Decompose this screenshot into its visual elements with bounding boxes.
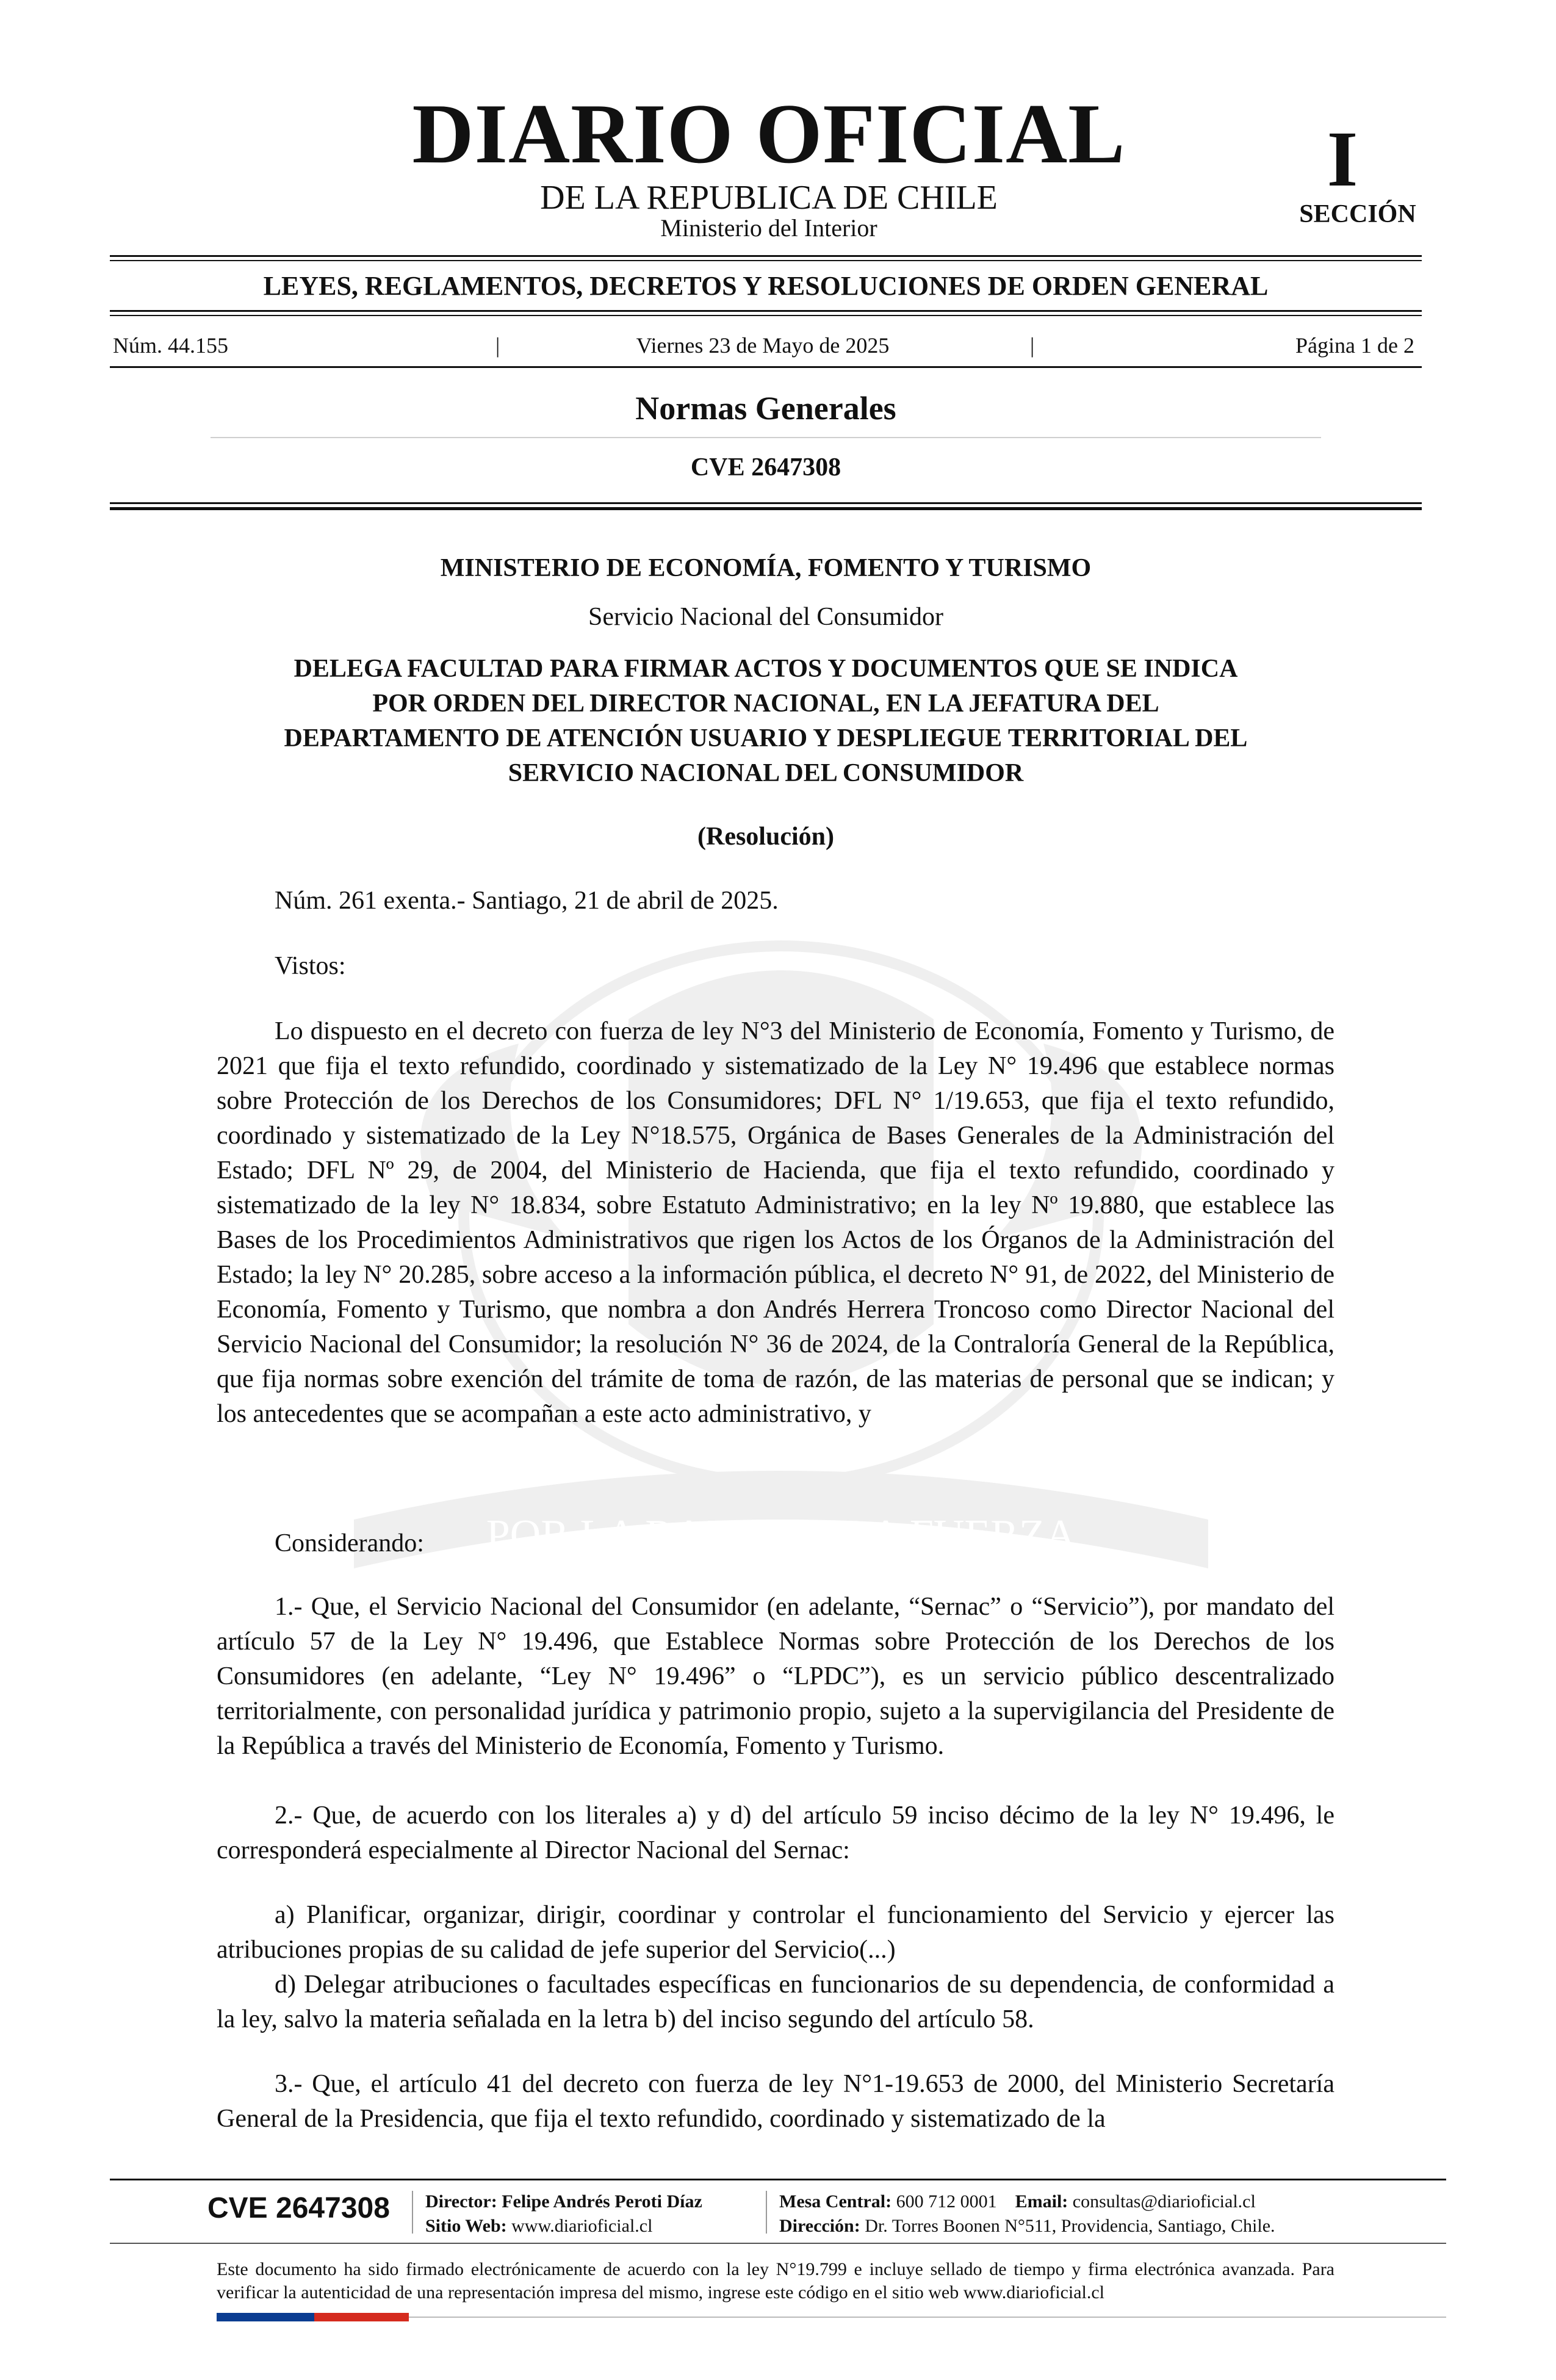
issue-date: Viernes 23 de Mayo de 2025 <box>636 333 890 358</box>
flag-bar-line <box>409 2317 1446 2318</box>
issue-number: Núm. 44.155 <box>113 333 228 358</box>
masthead-ministry: Ministerio del Interior <box>660 214 877 242</box>
web-label: Sitio Web: <box>425 2216 507 2236</box>
section-label: SECCIÓN <box>1299 200 1416 228</box>
section-heading: Normas Generales <box>635 390 896 427</box>
footer-cve: CVE 2647308 <box>207 2192 390 2224</box>
considerando-3: 3.- Que, el artículo 41 del decreto con fuerza de ley N°1-19.653 de 2000, del Ministerio Secretaría General de la Presidencia, que fija el texto refundido, coordinado y sistematizado de la <box>217 2070 1334 2133</box>
header-rule-mid-thin <box>110 315 1422 316</box>
document-title-line: POR ORDEN DEL DIRECTOR NACIONAL, EN LA JEFATURA DEL <box>372 690 1159 718</box>
address-label: Dirección: <box>779 2216 860 2236</box>
literal-a: a) Planificar, organizar, dirigir, coordinar y controlar el funcionamiento del Servicio y ejercer las atribuciones propias de su calidad de jefe superior del Servicio(...) <box>217 1901 1334 1964</box>
cve-rule-thick <box>110 507 1422 510</box>
flag-bar-red <box>314 2313 409 2321</box>
header-rule-top <box>110 255 1422 257</box>
document-title <box>183 652 1349 791</box>
section-number: I <box>1327 115 1358 203</box>
footer-contact-col <box>779 2190 1275 2238</box>
email-link[interactable]: consultas@diarioficial.cl <box>1072 2191 1256 2212</box>
footer-divider-1 <box>412 2191 413 2234</box>
issuing-service: Servicio Nacional del Consumidor <box>588 603 944 631</box>
considerando-label: Considerando: <box>275 1529 424 1557</box>
mesa-label: Mesa Central: <box>779 2191 892 2212</box>
footer-rule <box>110 2179 1446 2180</box>
considerando-2: 2.- Que, de acuerdo con los literales a) y d) del artículo 59 inciso décimo de la ley N° 19.496, le corresponderá especialmente al Director Nacional del Sernac: <box>217 1801 1334 1864</box>
masthead-subtitle: DE LA REPUBLICA DE CHILE <box>540 179 998 217</box>
cve-rule <box>110 502 1422 504</box>
issue-separator-2: | <box>1030 333 1035 358</box>
mesa-phone: 600 712 0001 <box>896 2191 997 2212</box>
header-rule-top-thin <box>110 260 1422 261</box>
considerando-1: 1.- Que, el Servicio Nacional del Consumidor (en adelante, “Sernac” o “Servicio”), por mandato del artículo 57 de la Ley N° 19.496, que Establece Normas sobre Protección de los Derechos de los Consumidores (en adelante, “Ley N° 19.496” o “LPDC”), es un servicio público descentralizado territorialmente, con personalidad jurídica y patrimonio propio, sujeto a la supervigilancia del Presidente de la República a través del Ministerio de Economía, Fomento y Turismo. <box>217 1593 1334 1760</box>
section-divider <box>211 437 1321 438</box>
document-title-line: DEPARTAMENTO DE ATENCIÓN USUARIO Y DESPLIEGUE TERRITORIAL DEL <box>284 724 1248 752</box>
watermark-motto: POR LA RAZON O LA FUERZA <box>486 1512 1076 1559</box>
resolution-number: Núm. 261 exenta.- Santiago, 21 de abril de 2025. <box>275 887 779 915</box>
flag-bar-blue <box>217 2313 314 2321</box>
issue-separator-1: | <box>495 333 500 358</box>
issuing-ministry: MINISTERIO DE ECONOMÍA, FOMENTO Y TURISMO <box>440 554 1092 582</box>
category-banner: LEYES, REGLAMENTOS, DECRETOS Y RESOLUCIONES DE ORDEN GENERAL <box>263 271 1269 301</box>
cve-code: CVE 2647308 <box>690 453 841 481</box>
director-label: Director: <box>425 2191 497 2212</box>
web-link[interactable]: www.diarioficial.cl <box>511 2216 653 2236</box>
document-title-line: DELEGA FACULTAD PARA FIRMAR ACTOS Y DOCUMENTOS QUE SE INDICA <box>294 655 1238 683</box>
masthead-title: DIARIO OFICIAL <box>412 87 1126 181</box>
director-name: Felipe Andrés Peroti Díaz <box>502 2191 702 2212</box>
email-label: Email: <box>1015 2191 1068 2212</box>
address-value: Dr. Torres Boonen N°511, Providencia, Santiago, Chile. <box>865 2216 1275 2236</box>
document-title-line: SERVICIO NACIONAL DEL CONSUMIDOR <box>508 759 1024 787</box>
header-rule-mid <box>110 310 1422 312</box>
footer-rule-2 <box>110 2243 1446 2244</box>
meta-rule <box>110 366 1422 368</box>
footer-disclaimer: Este documento ha sido firmado electrónicamente de acuerdo con la ley N°19.799 e incluye sellado de tiempo y firma electrónica avanzada. Para verificar la autenticidad de una representación impresa del mismo, ingrese este código en el sitio web www.diarioficial.cl <box>217 2259 1334 2302</box>
vistos-paragraph: Lo dispuesto en el decreto con fuerza de ley N°3 del Ministerio de Economía, Fomento y Turismo, de 2021 que fija el texto refundido, coordinado y sistematizado de la Ley N° 19.496 que establece normas sobre Protección de los Derechos de los Consumidores; DFL N° 1/19.653, que fija el texto refundido, coordinado y sistematizado de la Ley N°18.575, Orgánica de Bases Generales de la Administración del Estado; DFL Nº 29, de 2004, del Ministerio de Hacienda, que fija el texto refundido, coordinado y sistematizado de la ley N° 18.834, sobre Estatuto Administrativo; en la ley Nº 19.880, que establece las Bases de los Procedimientos Administrativos que rigen los Actos de los Órganos de la Administración del Estado; la ley N° 20.285, sobre acceso a la información pública, el decreto N° 91, de 2022, del Ministerio de Economía, Fomento y Turismo, que nombra a don Andrés Herrera Troncoso como Director Nacional del Servicio Nacional del Consumidor; la resolución N° 36 de 2024, de la Contraloría General de la República, que fija normas sobre exención del trámite de toma de razón, de las materias de personal que se indican; y los antecedentes que se acompañan a este acto administrativo, y <box>217 1017 1334 1428</box>
literal-d: d) Delegar atribuciones o facultades específicas en funcionarios de su dependencia, de conformidad a la ley, salvo la materia señalada en la letra b) del inciso segundo del artículo 58. <box>217 1971 1334 2033</box>
footer-divider-2 <box>766 2191 767 2234</box>
issue-page: Página 1 de 2 <box>1295 333 1414 358</box>
document-type: (Resolución) <box>697 823 834 851</box>
vistos-label: Vistos: <box>275 952 346 980</box>
footer-director-col <box>425 2190 702 2238</box>
